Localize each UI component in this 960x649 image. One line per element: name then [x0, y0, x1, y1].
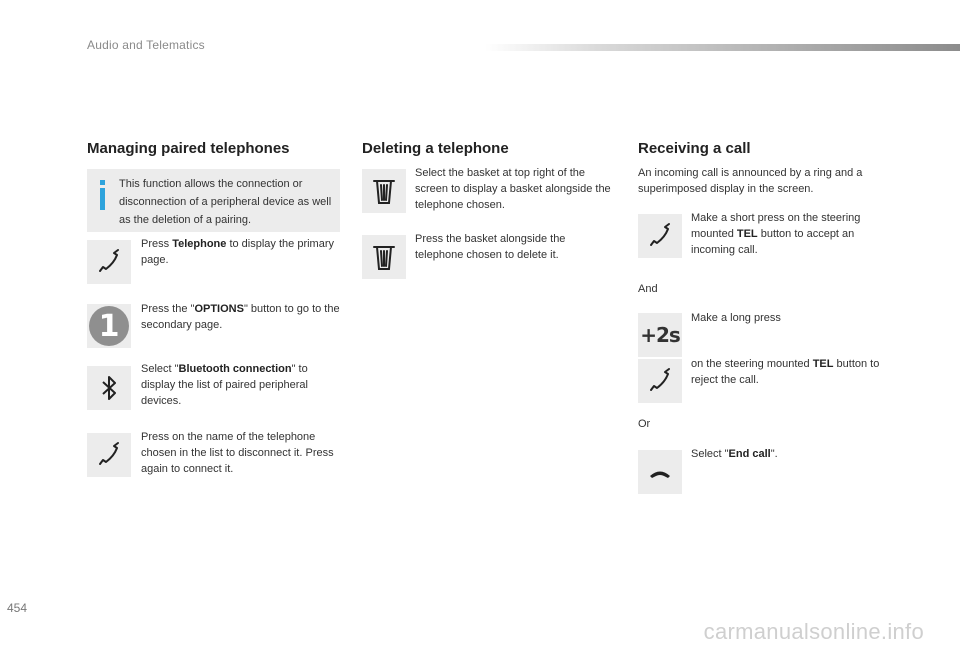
step-accept: Make a short press on the steering mounted TEL button to accept an incoming call.: [691, 212, 861, 256]
step-disconnect: Press on the name of the telephone chosen in the list to disconnect it. Press again to connect it.: [141, 431, 334, 475]
trash-icon: [362, 235, 406, 279]
col2-heading: Deleting a telephone: [362, 140, 509, 157]
info-icon: [100, 180, 105, 212]
step-bluetooth: Select "Bluetooth connection" to display the list of paired peripheral devices.: [141, 363, 308, 407]
step-long-press: Make a long press: [691, 312, 781, 324]
phone-icon: [87, 240, 131, 284]
and-label: And: [638, 283, 658, 295]
number-one-icon: 1: [87, 304, 131, 348]
or-label: Or: [638, 418, 651, 430]
hang-up-icon: [638, 450, 682, 494]
phone-icon: [638, 214, 682, 258]
step-select-basket: Select the basket at top right of the screen to display a basket alongside the telephone chosen.: [415, 167, 611, 211]
watermark: carmanualsonline.info: [703, 619, 924, 644]
info-text: This function allows the connection or disconnection of a peripheral device as well as the deletion of a pairing.: [119, 178, 332, 226]
page-number: 454: [7, 601, 28, 615]
col1-heading: Managing paired telephones: [87, 140, 290, 157]
col3-heading: Receiving a call: [638, 140, 751, 157]
bluetooth-icon: [87, 366, 131, 410]
header-bar: [485, 44, 960, 51]
step-end-call: Select "End call".: [691, 448, 778, 460]
step-reject: on the steering mounted TEL button to reject the call.: [691, 358, 880, 386]
info-box: [87, 169, 340, 232]
header-section-title: Audio and Telematics: [87, 38, 205, 52]
receiving-intro: An incoming call is announced by a ring and a superimposed display in the screen.: [638, 167, 863, 195]
phone-icon: [87, 433, 131, 477]
step-press-telephone: Press Telephone to display the primary page.: [141, 238, 334, 266]
phone-icon: [638, 359, 682, 403]
step-delete: Press the basket alongside the telephone chosen to delete it.: [415, 233, 566, 261]
two-seconds-icon: +2s: [638, 313, 682, 357]
step-options: Press the "OPTIONS" button to go to the secondary page.: [141, 303, 340, 331]
trash-icon: [362, 169, 406, 213]
